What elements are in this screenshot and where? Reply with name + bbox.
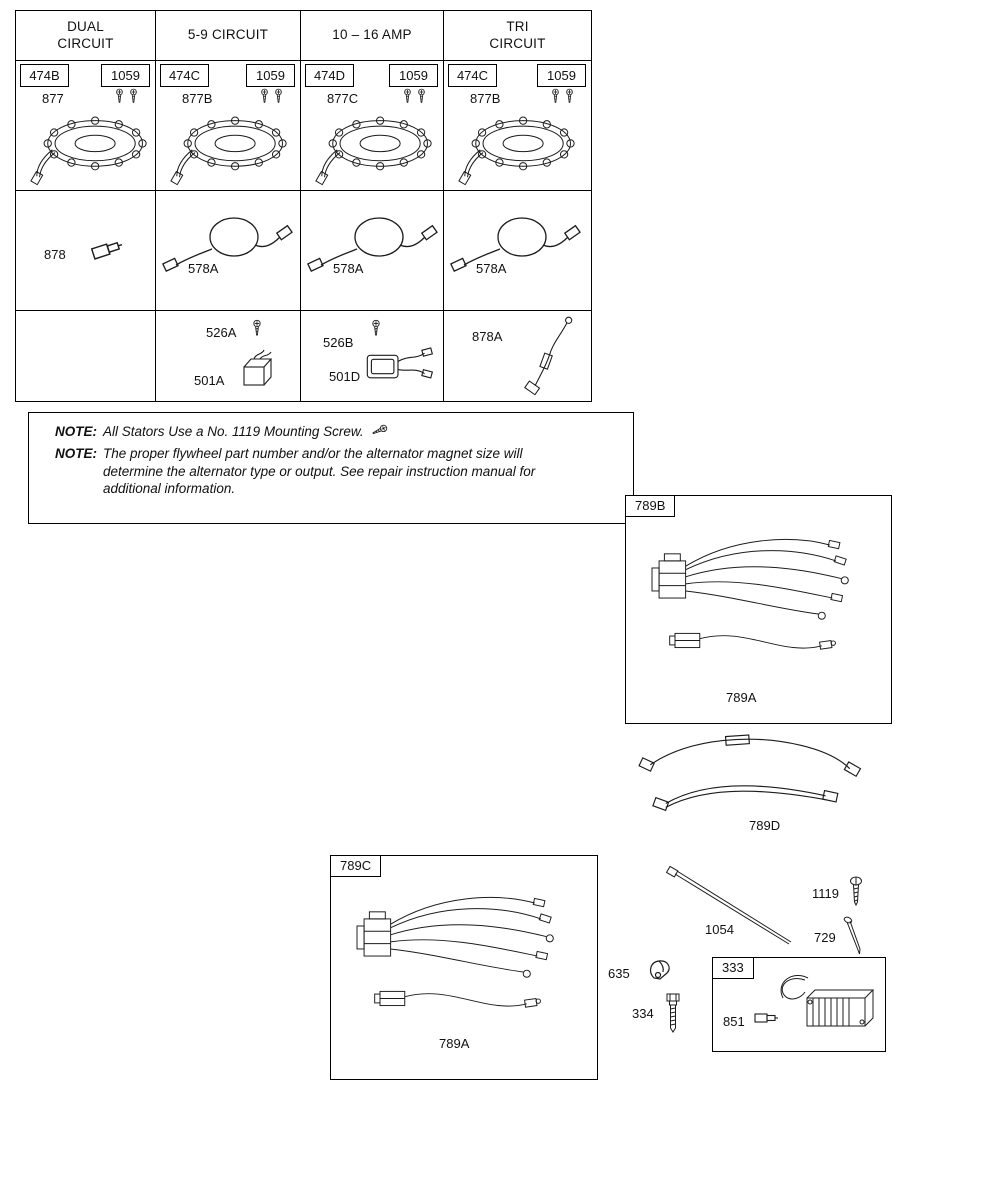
column-header-10-16-amp (301, 11, 444, 61)
part-label: 578A (188, 261, 219, 276)
part-label: 877C (327, 91, 359, 106)
note-1 (55, 423, 621, 441)
column-header-5-9-circuit (156, 11, 301, 61)
part-label: 334 (632, 1006, 654, 1021)
figure-635 (608, 954, 680, 988)
part-label: 851 (723, 1014, 745, 1029)
part-label: 1119 (812, 886, 839, 901)
header-text: 10 – 16 AMP (332, 27, 412, 43)
note-prefix: NOTE: (55, 424, 97, 439)
figure-1054 (665, 866, 800, 954)
part-label: 729 (814, 930, 836, 945)
part-label: 789A (726, 690, 757, 705)
notes-box (28, 412, 634, 524)
figure-box-789c (330, 855, 598, 1080)
cell-dual-stator (16, 61, 156, 191)
screw-icon (417, 88, 426, 105)
part-label: 578A (476, 261, 507, 276)
figure-1119 (810, 876, 882, 910)
wire-loop-illustration (446, 205, 586, 280)
wiring-harness-illustration (634, 522, 884, 690)
cell-10-16-stator (301, 61, 444, 191)
part-label: 526B (323, 335, 354, 350)
cell-5-9-regulator (156, 311, 301, 401)
wire-illustration (510, 315, 584, 399)
part-label: 789D (749, 818, 781, 833)
note-text: All Stators Use a No. 1119 Mounting Screw. (103, 424, 364, 439)
part-number-box: 474C (448, 64, 497, 87)
figure-box-789b (625, 495, 892, 724)
bolt-icon (664, 992, 682, 1034)
figure-789d (633, 728, 868, 836)
cell-dual-empty (16, 311, 156, 401)
screw-icon (371, 319, 381, 338)
connector-illustration (88, 234, 127, 264)
wire-loop-illustration (303, 205, 443, 280)
cell-10-16-wire (301, 191, 444, 311)
cell-tri-wire (444, 191, 591, 311)
part-label: 877B (182, 91, 213, 106)
part-label: 877B (470, 91, 501, 106)
stator-illustration (158, 107, 294, 189)
header-text: TRI (506, 18, 529, 34)
cell-10-16-regulator (301, 311, 444, 401)
note-2 (55, 445, 621, 498)
part-label: 635 (608, 966, 630, 981)
part-number-box: 474D (305, 64, 354, 87)
part-number-box: 1059 (101, 64, 150, 87)
header-text: CIRCUIT (57, 35, 114, 51)
screw-icon (403, 88, 412, 105)
stator-illustration (303, 107, 439, 189)
screw-icon (551, 88, 560, 105)
part-number-box: 1059 (246, 64, 295, 87)
stator-illustration (18, 107, 154, 189)
part-label: 526A (206, 325, 237, 340)
part-label: 789A (439, 1036, 470, 1051)
part-label: 1054 (705, 922, 734, 937)
nail-icon (842, 916, 864, 956)
regulator-illustration (363, 343, 435, 389)
cable-tie-illustration (665, 866, 795, 951)
wiring-harness-illustration (633, 728, 868, 820)
clamp-icon (646, 956, 676, 984)
callout-tag-789c: 789C (330, 855, 381, 877)
screw-icon (252, 319, 262, 338)
column-header-dual-circuit (16, 11, 156, 61)
part-label: 878 (44, 247, 66, 262)
screw-icon (115, 88, 124, 105)
stator-illustration (446, 107, 582, 189)
part-label: 878A (472, 329, 503, 344)
column-header-tri-circuit (444, 11, 591, 61)
alternator-parts-table (15, 10, 592, 402)
wire-loop-illustration (158, 205, 298, 280)
part-number-box: 1059 (389, 64, 438, 87)
screw-icon (848, 876, 864, 906)
note-prefix: NOTE: (55, 445, 97, 461)
cell-5-9-stator (156, 61, 301, 191)
screw-icon (565, 88, 574, 105)
cell-dual-wire (16, 191, 156, 311)
wiring-harness-illustration (339, 880, 589, 1048)
regulator-illustration (775, 968, 880, 1043)
part-number-box: 474B (20, 64, 69, 87)
screw-icon (129, 88, 138, 105)
header-text: 5-9 CIRCUIT (187, 27, 269, 43)
part-label: 877 (42, 91, 64, 106)
screw-icon (260, 88, 269, 105)
cell-tri-stator (444, 61, 591, 191)
part-label: 501A (194, 373, 225, 388)
cell-5-9-wire (156, 191, 301, 311)
screw-icon (368, 422, 389, 439)
rectifier-illustration (236, 349, 280, 393)
screw-icon (274, 88, 283, 105)
header-text: CIRCUIT (489, 35, 546, 51)
callout-tag-789b: 789B (625, 495, 675, 517)
header-text: DUAL (67, 18, 104, 34)
callout-tag-333: 333 (712, 957, 754, 979)
note-text: The proper flywheel part number and/or the alternator magnet size will determine the alternator type or output. See repair instruction manual for additional information. (103, 445, 536, 497)
cell-tri-wire878a (444, 311, 591, 401)
figure-334 (630, 992, 702, 1038)
part-number-box: 474C (160, 64, 209, 87)
figure-729 (812, 916, 884, 958)
figure-box-333 (712, 957, 886, 1052)
part-label: 501D (329, 369, 361, 384)
part-label: 578A (333, 261, 364, 276)
part-number-box: 1059 (537, 64, 586, 87)
